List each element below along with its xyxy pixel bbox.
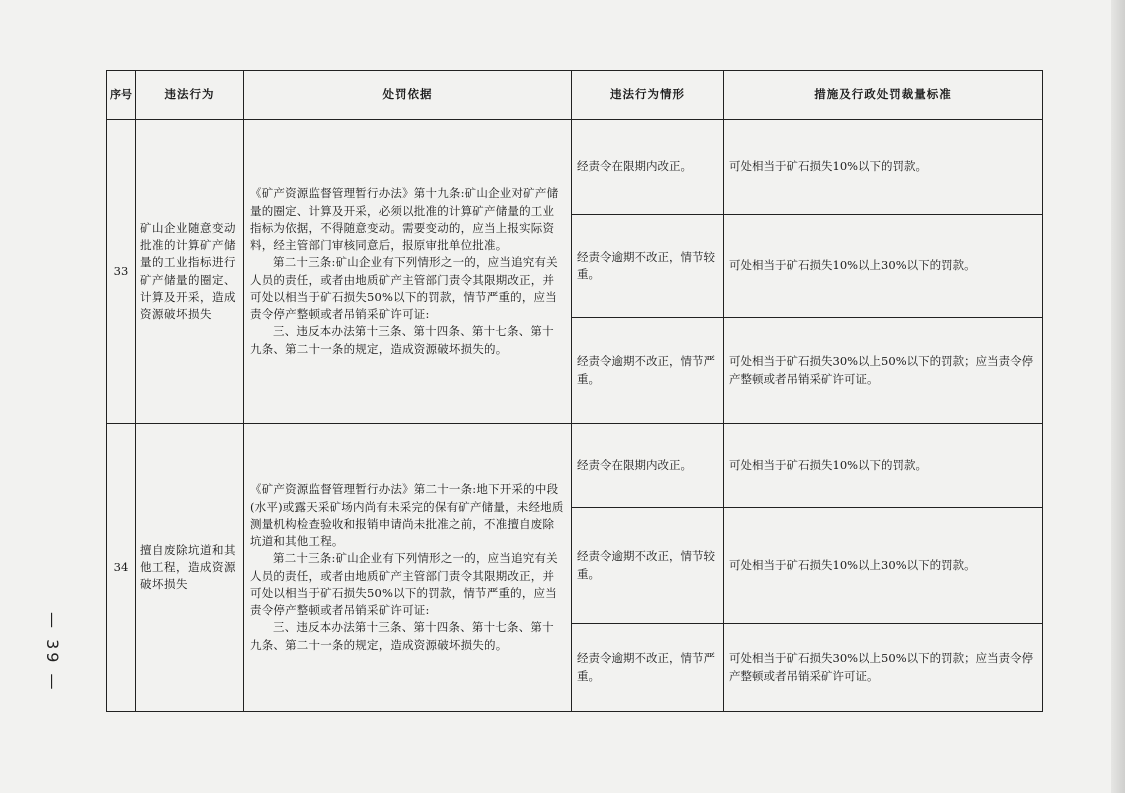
standard-cell: 可处相当于矿石损失30%以上50%以下的罚款；应当责令停产整顿或者吊销采矿许可证。 [724,318,1043,424]
penalty-basis [244,120,572,424]
table-row [107,424,1043,508]
header-no: 序号 [107,71,136,120]
basis-paragraph: 《矿产资源监督管理暂行办法》第二十一条:地下开采的中段(水平)或露天采矿场内尚有未采完的保有矿产储量，未经地质测量机构检查验收和报销申请尚未批准之前，不准擅自废除坑道和其他工程。 [250,482,564,548]
violation-behavior: 擅自废除坑道和其他工程，造成资源破坏损失 [136,424,244,712]
header-behavior: 违法行为 [136,71,244,120]
situation-cell: 经责令在限期内改正。 [572,424,724,508]
basis-paragraph: 三、违反本办法第十三条、第十四条、第十七条、第十九条、第二十一条的规定，造成资源破坏损失的。 [250,620,554,652]
row-number: 34 [107,424,136,712]
violation-behavior: 矿山企业随意变动批准的计算矿产储量的工业指标进行矿产储量的圈定、计算及开采，造成资源破坏损失 [136,120,244,424]
penalty-basis [244,424,572,712]
standard-cell: 可处相当于矿石损失30%以上50%以下的罚款；应当责令停产整顿或者吊销采矿许可证。 [724,624,1043,712]
header-standard: 措施及行政处罚裁量标准 [724,71,1043,120]
situation-cell: 经责令逾期不改正，情节严重。 [572,318,724,424]
standard-cell: 可处相当于矿石损失10%以下的罚款。 [724,120,1043,215]
situation-cell: 经责令逾期不改正，情节较重。 [572,508,724,624]
situation-cell: 经责令在限期内改正。 [572,120,724,215]
standard-cell: 可处相当于矿石损失10%以下的罚款。 [724,424,1043,508]
header-situation: 违法行为情形 [572,71,724,120]
standard-cell: 可处相当于矿石损失10%以上30%以下的罚款。 [724,508,1043,624]
row-number: 33 [107,120,136,424]
situation-cell: 经责令逾期不改正，情节较重。 [572,215,724,318]
page-number: — 39 — [43,612,62,693]
basis-paragraph: 《矿产资源监督管理暂行办法》第十九条:矿山企业对矿产储量的圈定、计算及开采，必须以批准的计算矿产储量的工业指标为依据，不得随意变动。需要变动的，应当上报实际资料，经主管部门审核同意后，报原审批单位批准。 [250,186,559,252]
basis-paragraph: 第二十三条:矿山企业有下列情形之一的，应当追究有关人员的责任，或者由地质矿产主管部门责令其限期改正，并可处以相当于矿石损失50%以下的罚款，情节严重的，应当责令停产整顿或者吊销采矿许可证: [250,255,558,321]
situation-cell: 经责令逾期不改正，情节严重。 [572,624,724,712]
header-row [107,71,1043,120]
basis-paragraph: 第二十三条:矿山企业有下列情形之一的，应当追究有关人员的责任，或者由地质矿产主管部门责令其限期改正，并可处以相当于矿石损失50%以下的罚款，情节严重的，应当责令停产整顿或者吊销采矿许可证: [250,551,558,617]
header-basis: 处罚依据 [244,71,572,120]
basis-paragraph: 三、违反本办法第十三条、第十四条、第十七条、第十九条、第二十一条的规定，造成资源破坏损失的。 [250,324,554,356]
standard-cell: 可处相当于矿石损失10%以上30%以下的罚款。 [724,215,1043,318]
page-edge-shadow [1111,0,1125,793]
table-row [107,120,1043,215]
penalty-table [106,70,1043,712]
